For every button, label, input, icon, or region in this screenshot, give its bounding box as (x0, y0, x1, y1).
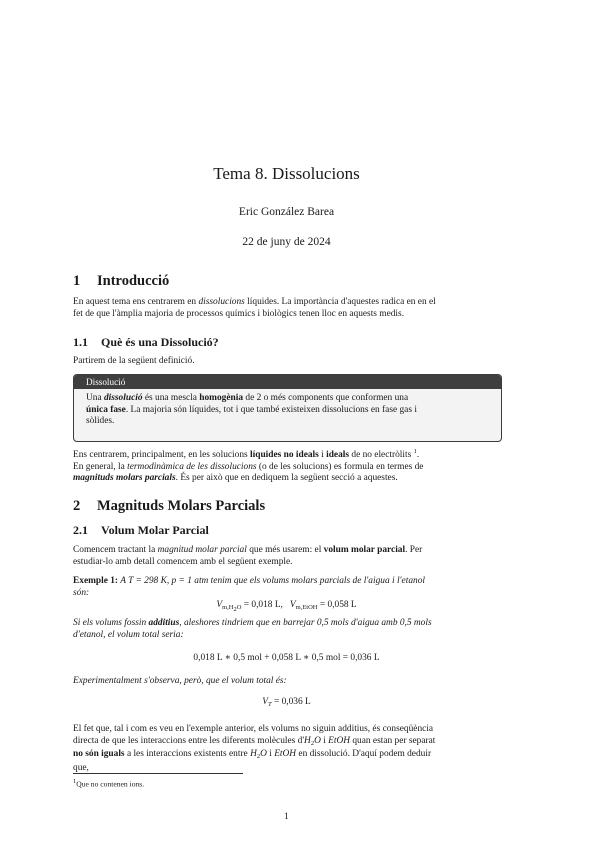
text-run: de 2 o més components que conformen una (243, 393, 409, 403)
text-run-italic: A T = 298 K, p = 1 (118, 576, 195, 586)
document-title: Tema 8. Dissolucions (213, 164, 360, 183)
section-heading-magnituds (73, 498, 265, 515)
text-run-bold: volum molar parcial (323, 545, 406, 555)
text-run: quan estan per separat (350, 735, 436, 746)
text-line: Partirem de la següent definició. (73, 356, 195, 366)
text-run-bold: única fase (86, 404, 126, 415)
paragraph-solucions (73, 446, 500, 485)
section-heading-introduccio (73, 273, 169, 290)
equation-partial-volumes (73, 600, 500, 613)
text-line: estudiar-lo amb detall comencem amb el següent exemple. (73, 556, 293, 567)
example-block (73, 576, 500, 599)
definition-box (73, 374, 502, 442)
footnote-rule (73, 773, 243, 774)
math-subscript: O (236, 604, 242, 611)
math-symbol: H (250, 749, 257, 759)
text-run-italic: Experimentalment s'observa, però, que el volum total és: (73, 676, 287, 686)
paragraph-conclusion (73, 724, 500, 774)
text-run: en dissolució. D'aquí podem deduir (296, 749, 432, 759)
text-run-bold: no són iguals (73, 749, 125, 759)
math-subscript: 2 (256, 753, 261, 760)
math-symbol: V (216, 600, 223, 610)
math-symbol: V (262, 697, 268, 707)
text-run-italic: termodinàmica de les dissolucions (127, 461, 257, 472)
subsection-heading-volum (73, 523, 209, 538)
math-symbol: V (289, 600, 296, 610)
document-author: Eric González Barea (238, 206, 335, 218)
math-symbol: O (260, 749, 267, 759)
text-line: fet de que l'àmplia majoria de processos químics i biològics tenen lloc en aquests medis. (73, 308, 405, 319)
text-run-italic: són: (73, 587, 90, 598)
document-date: 22 de juny de 2024 (242, 236, 331, 248)
section-number: 1 (73, 273, 81, 289)
paragraph-volum (73, 545, 500, 568)
text-run-bold: ideals (326, 450, 350, 461)
paragraph-additius (73, 618, 500, 641)
text-run: i (318, 450, 327, 461)
example-label: Exemple 1: (73, 576, 119, 586)
math-symbol: EtOH (328, 735, 351, 746)
paragraph-experimental (73, 676, 500, 688)
text-run-italic: Si els volums fossin (73, 618, 149, 628)
text-run: i (320, 735, 329, 746)
subsection-title: Què és una Dissolució? (101, 335, 219, 349)
equation-total-volume (73, 697, 500, 708)
math-subscript: m,H (222, 604, 234, 611)
section-title: Magnituds Molars Parcials (97, 498, 266, 514)
math-value: = 0,058 L (317, 600, 357, 610)
text-run: . La majoria són líquides, tot i que també existeixen dissolucions en fase gas i (125, 404, 417, 415)
text-run-bold-italic: dissolució (103, 393, 143, 403)
subsection-heading-que-es (73, 335, 219, 350)
text-run-bold-italic: additius (148, 618, 180, 628)
text-run: és una mescla (142, 393, 200, 403)
text-run-italic: , aleshores tindriem que en barrejar 0,5 mols d'aigua amb 0,5 mols (179, 618, 432, 628)
text-run: i (266, 749, 275, 759)
page-number: 1 (284, 812, 289, 822)
math-subscript: 2 (310, 739, 315, 747)
footnote-text: Que no contenen ions. (76, 779, 145, 789)
text-run: directa de que les interaccions entre les diferents molècules d' (73, 735, 305, 746)
text-run: En aquest tema ens centrarem en (73, 297, 199, 307)
footnote (73, 778, 144, 789)
text-run-italic: d'etanol, el volum total seria: (73, 629, 184, 640)
definition-box-body (74, 389, 501, 428)
text-run: Una (86, 393, 104, 403)
subsection-number: 2.1 (73, 523, 88, 537)
math-subscript: 2 (233, 606, 237, 613)
text-run: de no electròlits (349, 450, 414, 461)
definition-intro (73, 356, 500, 368)
text-run: Ens centrarem, principalment, en les solucions (73, 450, 251, 461)
text-line: sòlides. (86, 416, 115, 426)
text-run: a les interaccions existents entre (124, 749, 251, 759)
text-run-italic: atm tenim que els volums molars parcials de l'aigua i l'etanol (194, 576, 425, 586)
text-run: Comencem tractant la (73, 545, 158, 555)
text-run-bold-italic: magnituds molars parcials (73, 473, 176, 484)
text-run-bold: homogènia (199, 393, 244, 403)
math-subscript: T (267, 701, 272, 708)
text-line: que, (73, 762, 89, 773)
text-run: . És per això que en dediquem la següent secció a aquestes. (175, 473, 398, 484)
math-value: = 0,036 L (271, 697, 311, 707)
text-run: . Per (405, 545, 423, 555)
footnote-ref[interactable]: 1 (413, 448, 417, 455)
math-value: = 0,018 L, (241, 600, 283, 610)
definition-box-title: Dissolució (74, 375, 501, 389)
subsection-title: Volum Molar Parcial (101, 523, 209, 537)
math-subscript: m,EtOH (295, 604, 318, 611)
math-symbol: H (304, 735, 311, 746)
equation-total-additive: 0,018 L ∗ 0,5 mol + 0,058 L ∗ 0,5 mol = 0,036 L (193, 653, 380, 663)
math-symbol: EtOH (274, 749, 297, 759)
text-run-italic: dissolucions (198, 297, 245, 307)
text-run-italic: magnitud molar parcial (157, 545, 247, 555)
math-symbol: O (314, 735, 321, 746)
intro-paragraph (73, 297, 500, 320)
section-title: Introducció (97, 273, 170, 289)
section-number: 2 (73, 498, 81, 514)
subsection-number: 1.1 (73, 335, 88, 349)
text-run: . (416, 450, 420, 461)
text-run: líquides. La importància d'aquestes radica en en el (244, 297, 436, 307)
footnote-mark: 1 (73, 778, 77, 785)
text-run: En general, la (73, 461, 128, 472)
text-line: El fet que, tal i com es veu en l'exemple anterior, els volums no siguin additius, és conseqüència (73, 724, 434, 734)
text-run-bold: líquides no ideals (250, 450, 319, 461)
text-run: (o de les solucions) es formula en termes de (256, 461, 424, 472)
text-run: que més usarem: el (246, 545, 324, 555)
